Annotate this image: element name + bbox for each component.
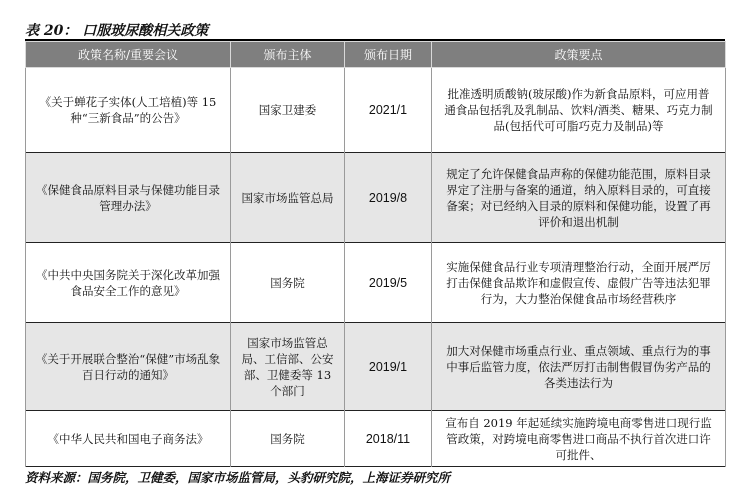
date-cell: 2019/1 bbox=[345, 323, 432, 411]
table-row bbox=[26, 68, 726, 153]
policy-points-cell: 批准透明质酸钠(玻尿酸)作为新食品原料，可应用普通食品包括乳及乳制品、饮料/酒类、糖果、巧克力制品(包括代可可脂巧克力及制品)等 bbox=[432, 68, 726, 153]
issuer-cell: 国家市场监管总局、工信部、公安部、卫健委等 13 个部门 bbox=[231, 323, 345, 411]
policy-name-cell: 《中共中央国务院关于深化改革加强食品安全工作的意见》 bbox=[26, 243, 231, 323]
date-cell: 2019/8 bbox=[345, 153, 432, 243]
policy-table bbox=[25, 41, 726, 467]
column-header-points: 政策要点 bbox=[432, 42, 726, 68]
table-row bbox=[26, 323, 726, 411]
column-header-date: 颁布日期 bbox=[345, 42, 432, 68]
column-header-issuer: 颁布主体 bbox=[231, 42, 345, 68]
date-cell: 2021/1 bbox=[345, 68, 432, 153]
policy-points-cell: 加大对保健市场重点行业、重点领域、重点行为的事中事后监管力度，依法严厉打击制售假冒伪劣产品的各类违法行为 bbox=[432, 323, 726, 411]
policy-points-cell: 规定了允许保健食品声称的保健功能范围，原料目录界定了注册与备案的通道，纳入原料目录的，可直接备案；对已经纳入目录的原料和保健功能，设置了再评价和退出机制 bbox=[432, 153, 726, 243]
policy-points-cell: 实施保健食品行业专项清理整治行动，全面开展严厉打击保健食品欺诈和虚假宣传、虚假广告等违法犯罪行为，大力整治保健食品市场经营秩序 bbox=[432, 243, 726, 323]
column-header-policy-name: 政策名称/重要会议 bbox=[26, 42, 231, 68]
issuer-cell: 国家市场监管总局 bbox=[231, 153, 345, 243]
policy-name-cell: 《关于开展联合整治“保健”市场乱象百日行动的通知》 bbox=[26, 323, 231, 411]
policy-name-cell: 《中华人民共和国电子商务法》 bbox=[26, 411, 231, 467]
source-note: 资料来源：国务院，卫健委，国家市场监管局，头豹研究院，上海证券研究所 bbox=[25, 470, 451, 485]
issuer-cell: 国务院 bbox=[231, 411, 345, 467]
policy-points-cell: 宣布自 2019 年起延续实施跨境电商零售进口现行监管政策，对跨境电商零售进口商品不执行首次进口许可批件、 bbox=[432, 411, 726, 467]
header-row bbox=[26, 42, 726, 68]
table-row bbox=[26, 411, 726, 467]
policy-name-cell: 《保健食品原料目录与保健功能目录管理办法》 bbox=[26, 153, 231, 243]
policy-name-cell: 《关于蝉花子实体(人工培植)等 15 种“三新食品”的公告》 bbox=[26, 68, 231, 153]
date-cell: 2019/5 bbox=[345, 243, 432, 323]
table-row bbox=[26, 153, 726, 243]
table-title: 表 20： 口服玻尿酸相关政策 bbox=[25, 23, 209, 39]
date-cell: 2018/11 bbox=[345, 411, 432, 467]
issuer-cell: 国家卫建委 bbox=[231, 68, 345, 153]
table-row bbox=[26, 243, 726, 323]
issuer-cell: 国务院 bbox=[231, 243, 345, 323]
